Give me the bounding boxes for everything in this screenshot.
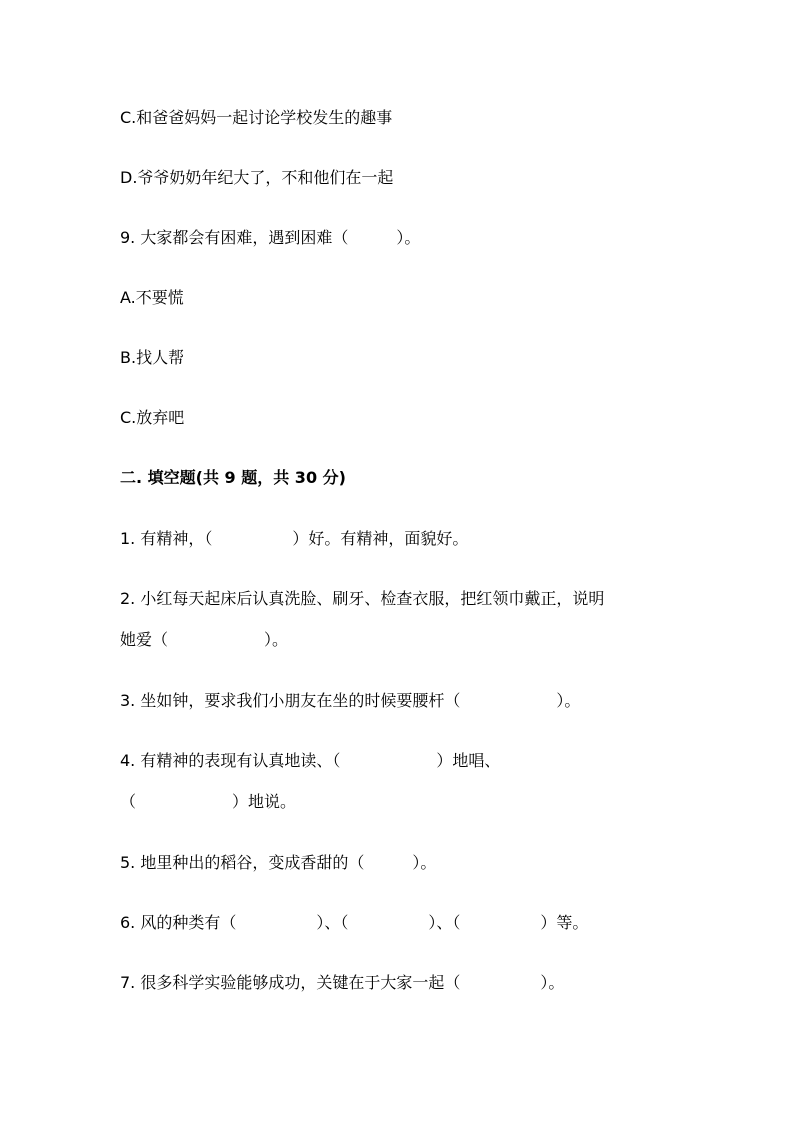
fill-question-2-line-2: 她爱（ ）。 — [120, 630, 289, 649]
question-9-option-a: A.不要慌 — [120, 288, 184, 307]
option-c-prev: C.和爸爸妈妈一起讨论学校发生的趣事 — [120, 108, 393, 127]
fill-question-6: 6. 风的种类有（ ）、（ ）、（ ）等。 — [120, 913, 589, 932]
fill-question-3: 3. 坐如钟，要求我们小朋友在坐的时候要腰杆（ ）。 — [120, 691, 581, 710]
fill-question-4-line-2: （ ）地说。 — [120, 792, 297, 811]
section-2-title: 二. 填空题(共 9 题，共 30 分) — [120, 468, 346, 487]
fill-question-1: 1. 有精神，（ ）好。有精神，面貌好。 — [120, 529, 469, 548]
fill-question-2-line-1: 2. 小红每天起床后认真洗脸、刷牙、检查衣服，把红领巾戴正，说明 — [120, 589, 605, 608]
question-9-option-c: C.放弃吧 — [120, 408, 185, 427]
fill-question-5: 5. 地里种出的稻谷，变成香甜的（ ）。 — [120, 853, 437, 872]
fill-question-4-line-1: 4. 有精神的表现有认真地读、（ ）地唱、 — [120, 751, 501, 770]
question-9-option-b: B.找人帮 — [120, 348, 185, 367]
option-d-prev: D.爷爷奶奶年纪大了，不和他们在一起 — [120, 168, 394, 187]
question-9-stem: 9. 大家都会有困难，遇到困难（ ）。 — [120, 228, 421, 247]
fill-question-7: 7. 很多科学实验能够成功，关键在于大家一起（ ）。 — [120, 973, 565, 992]
